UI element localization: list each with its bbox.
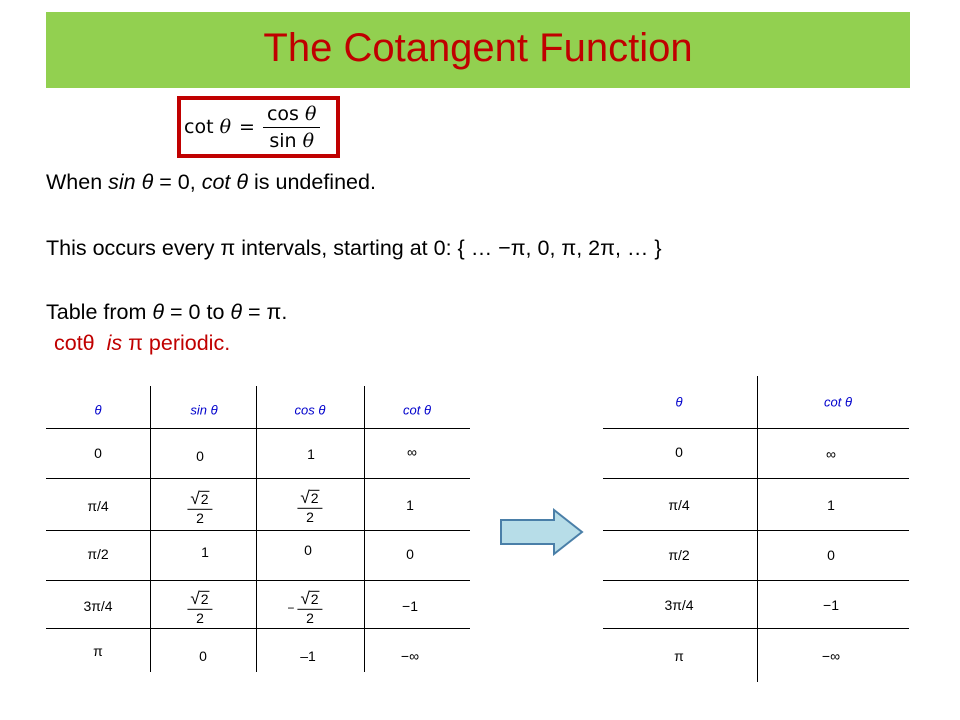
theta-value: π/4: [668, 497, 690, 513]
header-cos: cos θ: [294, 402, 326, 418]
periodic-statement: [54, 331, 230, 356]
radical-sign-icon: √: [190, 588, 200, 608]
text-fragment: π periodic.: [122, 331, 231, 355]
sin-value: 0: [196, 448, 204, 464]
denominator: 2: [306, 508, 314, 525]
table-divider: [757, 376, 758, 682]
radical-sign-icon: √: [300, 487, 310, 507]
formula-denominator-var: θ: [302, 129, 315, 152]
table-rule: [603, 478, 909, 479]
theta-value: 0: [675, 444, 683, 460]
table-divider: [150, 386, 151, 672]
radical-sign-icon: √: [190, 488, 200, 508]
cos-value: 1: [307, 446, 315, 462]
text-fragment: = π.: [242, 300, 288, 324]
sin-value: [187, 490, 212, 526]
formula-lhs: [184, 116, 231, 138]
denominator: 2: [196, 509, 204, 526]
slide-title: The Cotangent Function: [263, 26, 693, 70]
cot-value: 1: [406, 497, 414, 513]
table-rule: [603, 580, 909, 581]
table-rule: [46, 530, 470, 531]
negative-sqrt2-over-2: [287, 590, 322, 626]
theta-value: 3π/4: [83, 598, 113, 614]
table-rule: [46, 628, 470, 629]
formula-equals: =: [239, 116, 255, 138]
text-fragment: is undefined.: [248, 170, 376, 194]
table-rule: [603, 628, 909, 629]
text-fragment: = 0,: [153, 170, 202, 194]
cos-value: [297, 489, 322, 525]
header-theta: θ: [675, 394, 683, 410]
radicand: 2: [310, 590, 319, 607]
formula-numerator: [263, 103, 320, 128]
formula-content: [181, 100, 336, 154]
header-theta: θ: [94, 402, 102, 418]
radicand: 2: [200, 590, 209, 607]
cot-value: 0: [406, 546, 414, 562]
undefined-statement: [46, 170, 376, 195]
text-fragment: cotθ: [54, 331, 95, 355]
cotangent-formula: [177, 96, 340, 158]
text-fragment: Table from: [46, 300, 153, 324]
minus-sign: −: [287, 600, 295, 615]
table-rule: [603, 530, 909, 531]
title-bar: [46, 12, 910, 88]
table-rule: [46, 478, 470, 479]
header-cot: cot θ: [823, 394, 853, 410]
cot-value: ∞: [407, 444, 417, 460]
theta-value: π/4: [87, 498, 109, 514]
formula-denominator-fn: sin: [269, 129, 297, 152]
formula-numerator-fn: cos: [266, 102, 299, 125]
cot-value: 0: [827, 547, 835, 563]
radicand: 2: [310, 489, 319, 506]
header-cot: cot θ: [402, 402, 432, 418]
denominator: 2: [196, 609, 204, 626]
sqrt2-over-2: [187, 490, 212, 526]
formula-fraction: [263, 103, 320, 152]
text-fragment-italic: is: [106, 331, 123, 355]
table-divider: [256, 386, 257, 672]
text-fragment-italic: sin θ: [108, 170, 154, 194]
cot-value: 1: [827, 497, 835, 513]
theta-value: π: [93, 643, 103, 659]
radical-sign-icon: √: [300, 588, 310, 608]
cot-value: −∞: [821, 648, 841, 664]
text-fragment-italic: θ: [152, 300, 165, 324]
theta-value: π: [674, 648, 684, 664]
cot-value: ∞: [826, 446, 836, 462]
table-rule: [46, 580, 470, 581]
right-arrow-icon: [500, 508, 584, 556]
text-fragment: When: [46, 170, 109, 194]
formula-numerator-var: θ: [304, 102, 317, 125]
table-divider: [364, 386, 365, 672]
cot-value: −∞: [400, 648, 420, 664]
theta-value: π/2: [87, 546, 109, 562]
cot-value: −1: [402, 598, 418, 614]
text-fragment: = 0 to: [164, 300, 231, 324]
table-rule: [603, 428, 909, 429]
interval-statement: This occurs every π intervals, starting at 0: { … −π, 0, π, 2π, … }: [46, 236, 662, 260]
cos-value: –1: [300, 648, 316, 664]
formula-lhs-fn: cot: [184, 116, 214, 138]
sqrt2-over-2: [297, 489, 322, 525]
text-fragment-italic: cot θ: [201, 170, 249, 194]
table-range-statement: [46, 300, 287, 325]
header-sin: sin θ: [190, 402, 218, 418]
theta-value: π/2: [668, 547, 690, 563]
radicand: 2: [200, 490, 209, 507]
table-rule: [46, 428, 470, 429]
formula-lhs-var: θ: [219, 116, 232, 138]
text-fragment-italic: θ: [230, 300, 243, 324]
sin-value: 0: [199, 648, 207, 664]
cot-value: −1: [823, 597, 839, 613]
denominator: 2: [306, 609, 314, 626]
sin-value: [187, 590, 212, 626]
theta-value: 0: [94, 445, 102, 461]
formula-denominator: [269, 128, 314, 152]
cos-value: 0: [304, 542, 312, 558]
sqrt2-over-2: [187, 590, 212, 626]
theta-value: 3π/4: [664, 597, 694, 613]
sin-value: 1: [201, 544, 209, 560]
cos-value: [287, 590, 322, 626]
